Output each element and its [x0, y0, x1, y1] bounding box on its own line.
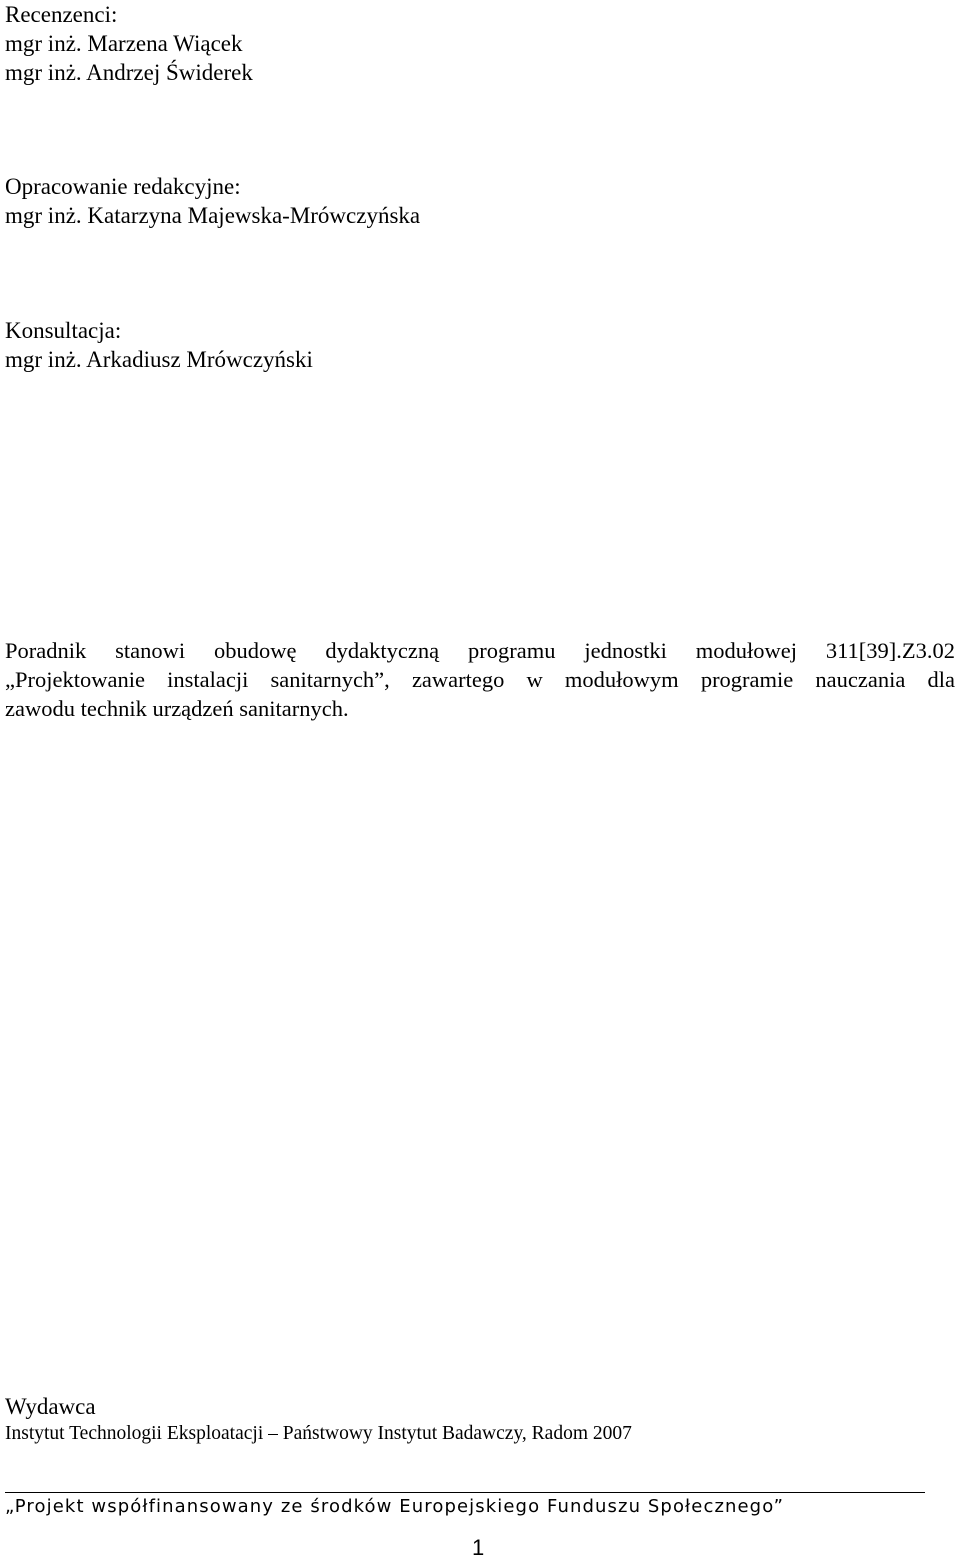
description-line: zawodu technik urządzeń sanitarnych. — [5, 696, 349, 721]
footer-funding-note: „Projekt współfinansowany ze środków Europejskiego Funduszu Społecznego” — [5, 1496, 785, 1517]
editor-name: mgr inż. Katarzyna Majewska-Mrówczyńska — [5, 203, 421, 228]
description-line: Poradnik stanowi obudowę dydaktyczną programu jednostki modułowej 311[39].Z3.02 — [5, 638, 955, 663]
consultation-section — [5, 316, 313, 374]
footer-divider — [5, 1492, 925, 1493]
consultant-name: mgr inż. Arkadiusz Mrówczyński — [5, 347, 313, 372]
editing-section — [5, 172, 420, 230]
reviewer-name: mgr inż. Andrzej Świderek — [5, 60, 253, 85]
publisher-name: Instytut Technologii Eksploatacji – Państwowy Instytut Badawczy, Radom 2007 — [5, 1423, 632, 1444]
reviewer-name: mgr inż. Marzena Wiącek — [5, 31, 243, 56]
publisher-label: Wydawca — [5, 1394, 96, 1419]
reviewers-label: Recenzenci: — [5, 2, 118, 27]
consultation-label: Konsultacja: — [5, 318, 122, 343]
description-paragraph — [5, 636, 955, 723]
description-line: „Projektowanie instalacji sanitarnych”, zawartego w modułowym programie nauczania dla — [5, 667, 955, 692]
reviewers-section — [5, 0, 253, 87]
editing-label: Opracowanie redakcyjne: — [5, 174, 241, 199]
page-number: 1 — [472, 1535, 485, 1560]
